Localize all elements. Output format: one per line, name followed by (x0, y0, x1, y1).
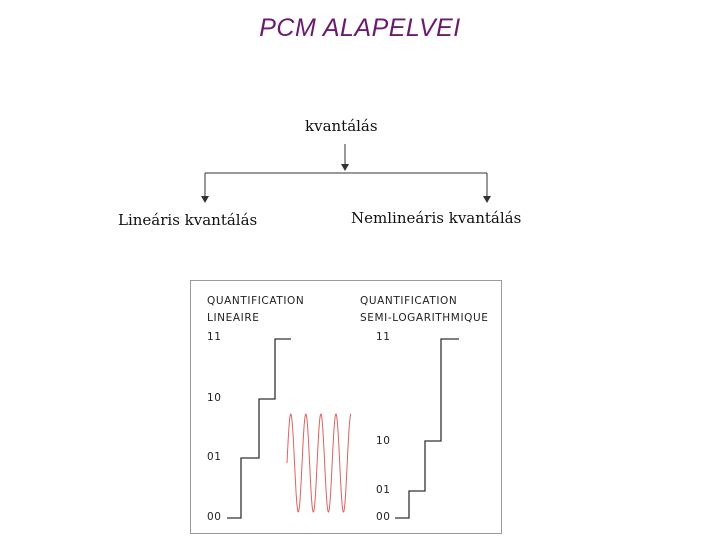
linear-level-11: 11 (207, 331, 222, 343)
quantization-figure (190, 280, 502, 534)
semilog-level-10: 10 (376, 435, 391, 447)
slide-title: PCM ALAPELVEI (259, 14, 461, 42)
tree-root-label: kvantálás (305, 117, 378, 135)
tree-stem-arrowhead (341, 164, 349, 171)
tree-right-label: Nemlineáris kvantálás (351, 209, 522, 227)
linear-header-line2: LINEAIRE (207, 312, 260, 324)
semilog-header-line2: SEMI-LOGARITHMIQUE (360, 312, 489, 324)
linear-level-10: 10 (207, 392, 222, 404)
tree-left-arrowhead (201, 196, 209, 203)
tree-left-label: Lineáris kvantálás (118, 211, 258, 229)
analog-signal-wave (287, 414, 351, 512)
linear-level-00: 00 (207, 511, 222, 523)
semilog-header-line1: QUANTIFICATION (360, 295, 458, 307)
linear-header-line1: QUANTIFICATION (207, 295, 305, 307)
semilog-level-11: 11 (376, 331, 391, 343)
linear-level-01: 01 (207, 451, 222, 463)
linear-staircase (227, 339, 291, 518)
semilog-level-00: 00 (376, 511, 391, 523)
semilog-level-01: 01 (376, 484, 391, 496)
quantization-drawing (191, 281, 501, 533)
tree-right-arrowhead (483, 196, 491, 203)
semilog-staircase (395, 339, 459, 518)
